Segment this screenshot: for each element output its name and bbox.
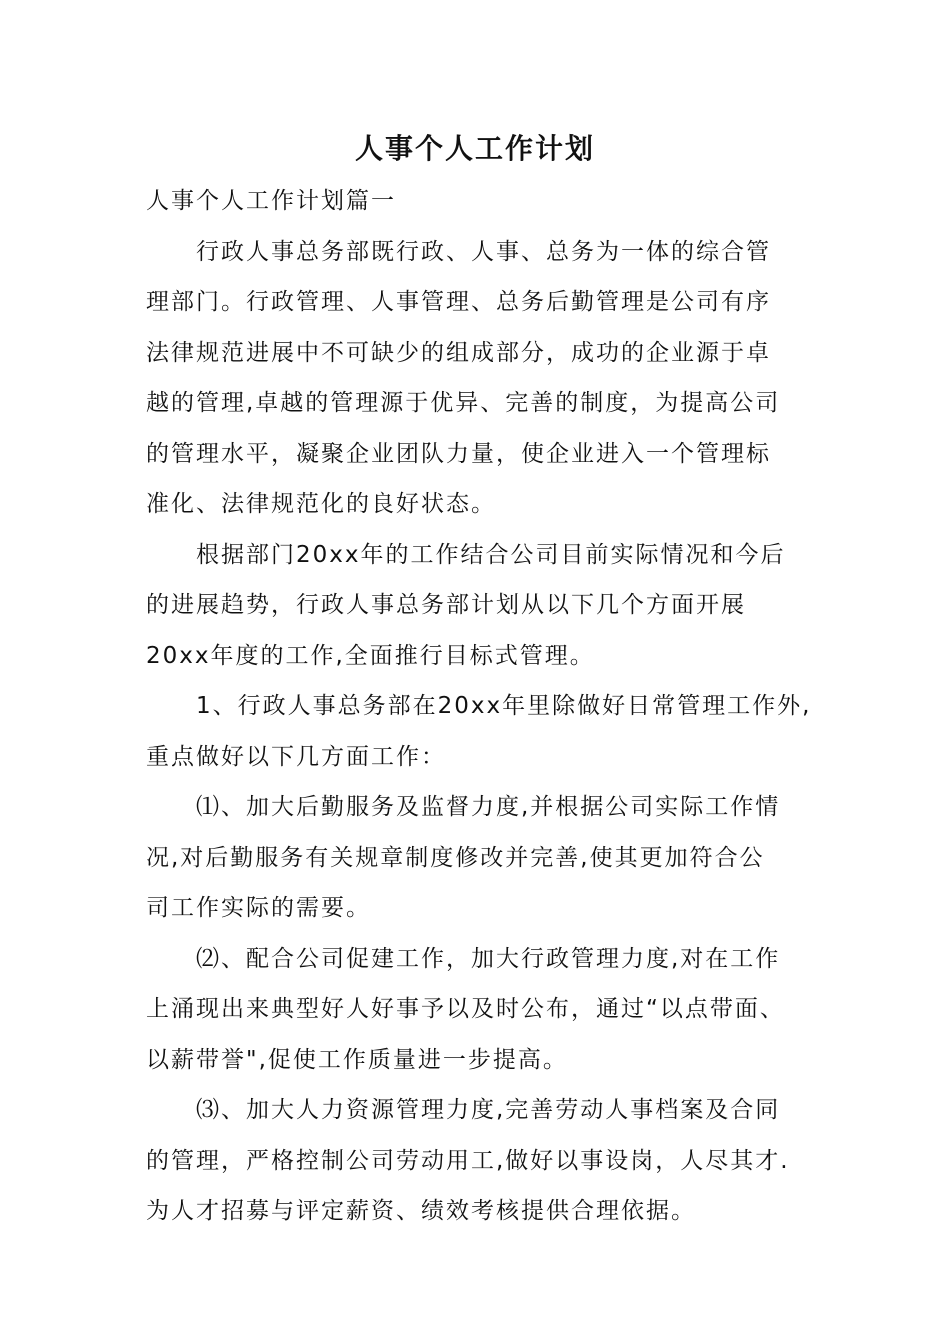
section-heading: 人事个人工作计划篇一 xyxy=(146,188,396,214)
paragraph-line: 越的管理,卓越的管理源于优异、完善的制度，为提高公司 xyxy=(146,390,781,416)
paragraph-line: 的管理，严格控制公司劳动用工,做好以事设岗，人尽其才. xyxy=(146,1147,790,1174)
paragraph-line: 1、行政人事总务部在20xx年里除做好日常管理工作外, xyxy=(196,693,812,719)
document-body xyxy=(146,176,816,1237)
paragraph-line: ⑶、加大人力资源管理力度,完善劳动人事档案及合同 xyxy=(196,1097,781,1123)
paragraph-line: 根据部门20xx年的工作结合公司目前实际情况和今后 xyxy=(196,541,786,568)
document-title: 人事个人工作计划 xyxy=(354,132,595,165)
paragraph-line: ⑵、配合公司促建工作，加大行政管理力度,对在工作 xyxy=(196,945,781,972)
paragraph-line: 以薪带誉",促使工作质量进一步提高。 xyxy=(146,1046,568,1073)
paragraph-line: 为人才招募与评定薪资、绩效考核提供合理依据。 xyxy=(146,1198,696,1224)
paragraph-3 xyxy=(146,681,816,782)
paragraph-line: 20xx年度的工作,全面推行目标式管理。 xyxy=(146,642,595,669)
paragraph-1 xyxy=(146,227,816,530)
paragraph-2 xyxy=(146,530,816,682)
paragraph-line: 理部门。行政管理、人事管理、总务后勤管理是公司有序 xyxy=(146,289,771,315)
paragraph-6 xyxy=(146,1085,816,1237)
paragraph-line: 上涌现出来典型好人好事予以及时公布，通过“以点带面、 xyxy=(146,996,785,1022)
paragraph-line: 司工作实际的需要。 xyxy=(146,895,371,921)
paragraph-line: 的管理水平，凝聚企业团队力量，使企业进入一个管理标 xyxy=(146,440,771,467)
paragraph-line: 准化、法律规范化的良好状态。 xyxy=(146,491,496,517)
paragraph-line: 重点做好以下几方面工作： xyxy=(146,743,446,770)
paragraph-line: 行政人事总务部既行政、人事、总务为一体的综合管 xyxy=(196,238,771,265)
paragraph-line: 况,对后勤服务有关规章制度修改并完善,使其更加符合公 xyxy=(146,844,765,871)
paragraph-line: 的进展趋势，行政人事总务部计划从以下几个方面开展 xyxy=(146,592,746,618)
paragraph-line: 法律规范进展中不可缺少的组成部分，成功的企业源于卓 xyxy=(146,339,771,366)
paragraph-5 xyxy=(146,934,816,1086)
paragraph-4 xyxy=(146,782,816,934)
paragraph-line: ⑴、加大后勤服务及监督力度,并根据公司实际工作情 xyxy=(196,794,781,820)
